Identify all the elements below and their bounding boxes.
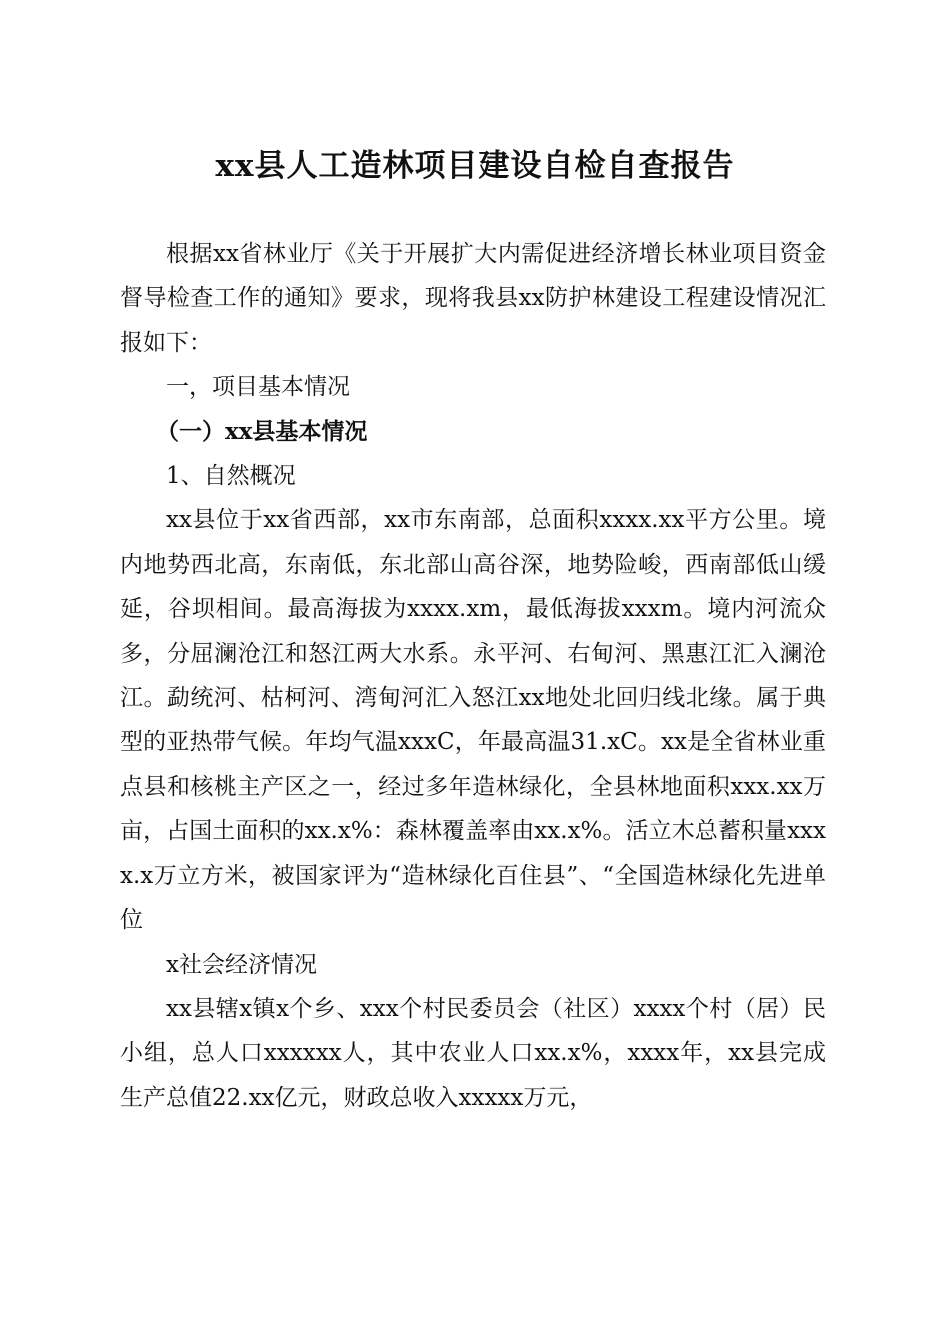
intro-paragraph: 根据xx省林业厅《关于开展扩大内需促进经济增长林业项目资金督导检查工作的通知》要求，现将我县xx防护林建设工程建设情况汇报如下： bbox=[120, 241, 826, 356]
socioeconomic-paragraph: xx县辖x镇x个乡、xxx个村民委员会（社区）xxxx个村（居）民小组，总人口xxxxxx人，其中农业人口xx.x%，xxxx年，xx县完成生产总值22.xx亿元，财政总收入xxxxx万元， bbox=[120, 995, 826, 1111]
natural-overview-paragraph: xx县位于xx省西部，xx市东南部，总面积xxxx.xx平方公里。境内地势西北高，东南低，东北部山高谷深，地势险峻，西南部低山缓延，谷坝相间。最高海拔为xxxx.xm，最低海拔xxxm。境内河流众多，分屈澜沧江和怒江两大水系。永平河、右甸河、黑惠江汇入澜沧江。勐统河、枯柯河、湾甸河汇入怒江xx地处北回归线北缘。属于典型的亚热带气候。年均气温xxxC，年最高温31.xC。xx是全省林业重点县和核桃主产区之一，经过多年造林绿化，全县林地面积xxx.xx万亩，占国土面积的xx.x%：森林覆盖率由xx.x%。活立木总蓄积量xxxx.x万立方米，被国家评为“造林绿化百住县”、“全国造林绿化先进单位 bbox=[120, 507, 826, 934]
item-heading-natural-overview: 1、自然概况 bbox=[166, 463, 296, 490]
document-body bbox=[120, 232, 826, 1120]
subsection-heading-county-info: （一）xx县基本情况 bbox=[156, 417, 368, 445]
document-title: xx县人工造林项目建设自检自查报告 bbox=[215, 148, 735, 184]
item-heading-socioeconomic: x社会经济情况 bbox=[166, 951, 317, 978]
section-heading-basic-info: 一，项目基本情况 bbox=[166, 374, 350, 401]
